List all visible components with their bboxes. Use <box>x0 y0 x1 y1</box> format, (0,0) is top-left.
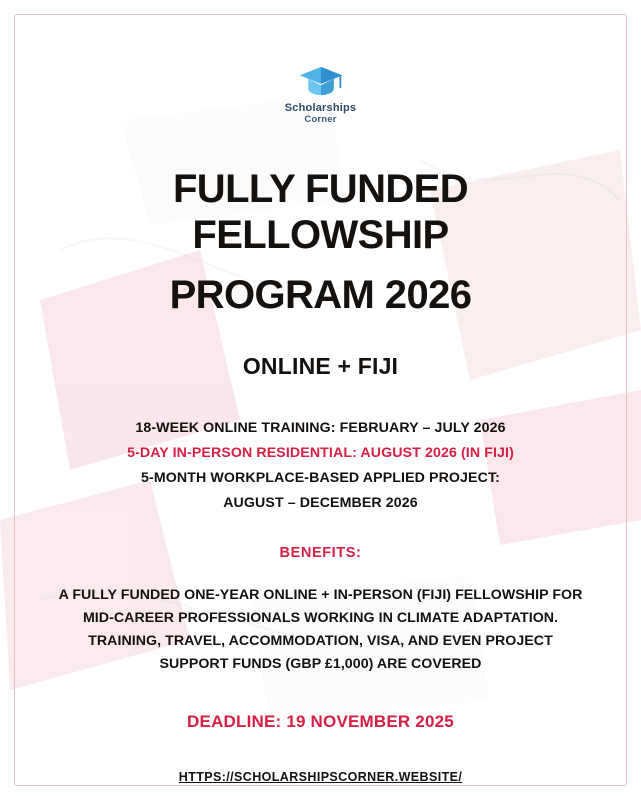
benefits-line: TRAINING, TRAVEL, ACCOMMODATION, VISA, AND EVEN PROJECT <box>88 632 553 649</box>
brand-logo <box>261 64 381 126</box>
poster-title <box>44 166 597 319</box>
brand-name <box>261 102 381 126</box>
benefits-line: MID-CAREER PROFESSIONALS WORKING IN CLIMATE ADAPTATION. <box>82 609 559 626</box>
title-line-2: PROGRAM 2026 <box>169 273 472 318</box>
poster-subtitle: ONLINE + FIJI <box>242 352 399 379</box>
brand-name-line1: Scholarships <box>284 102 357 114</box>
schedule-line: 5-MONTH WORKPLACE-BASED APPLIED PROJECT: <box>141 469 500 486</box>
deadline-text: DEADLINE: 19 NOVEMBER 2025 <box>187 711 454 731</box>
schedule-line: 5-DAY IN-PERSON RESIDENTIAL: AUGUST 2026 (IN FIJI) <box>127 444 514 461</box>
benefits-block <box>44 587 597 672</box>
benefits-line: SUPPORT FUNDS (GBP £1,000) ARE COVERED <box>159 655 482 672</box>
benefits-line: A FULLY FUNDED ONE-YEAR ONLINE + IN-PERSON (FIJI) FELLOWSHIP FOR <box>58 586 583 603</box>
website-link[interactable]: HTTPS://SCHOLARSHIPSCORNER.WEBSITE/ <box>178 769 463 784</box>
schedule-line: 18-WEEK ONLINE TRAINING: FEBRUARY – JULY 2026 <box>135 419 506 436</box>
schedule-line: AUGUST – DECEMBER 2026 <box>223 494 418 511</box>
schedule-block <box>44 420 597 511</box>
benefits-heading: BENEFITS: <box>279 544 362 561</box>
graduation-cap-icon <box>298 64 344 98</box>
title-line-1: FULLY FUNDED FELLOWSHIP <box>172 166 469 257</box>
brand-name-line2: Corner <box>304 113 337 125</box>
